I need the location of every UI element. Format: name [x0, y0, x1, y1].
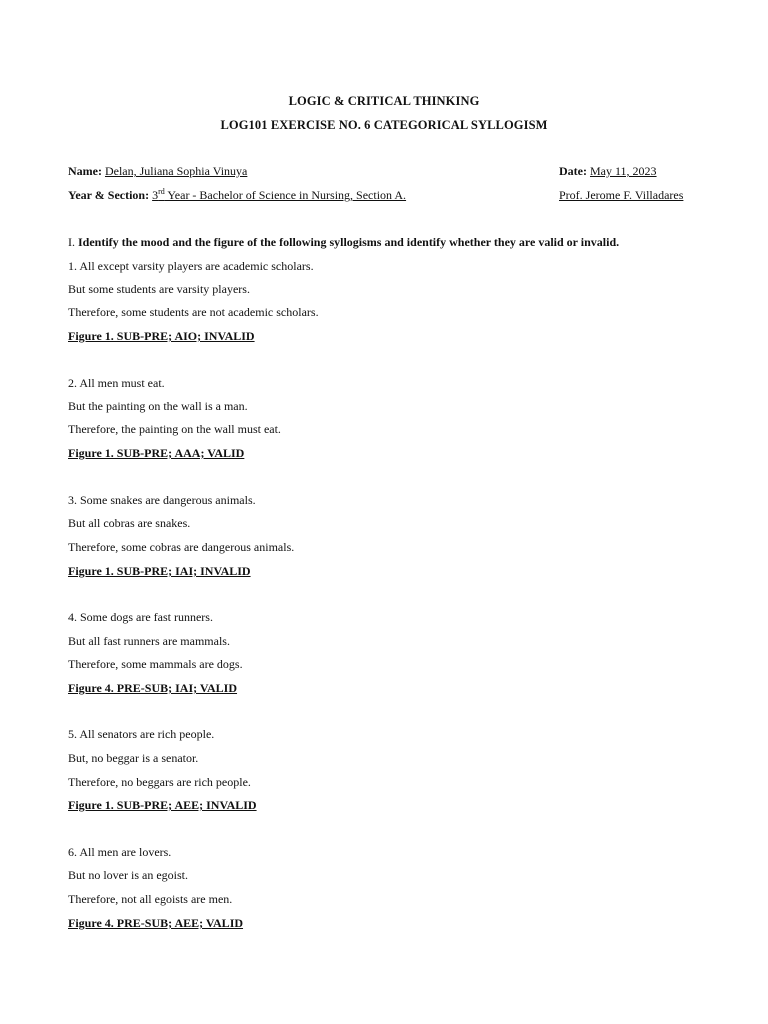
name-value: Delan, Juliana Sophia Vinuya: [104, 164, 248, 178]
item-3-premise-1: 3. Some snakes are dangerous animals.: [68, 493, 256, 507]
year-suffix: rd: [158, 187, 165, 196]
item-2-premise-2: But the painting on the wall is a man.: [68, 399, 248, 413]
instruction-text: Identify the mood and the figure of the following syllogisms and identify whether they are valid or invalid.: [78, 235, 620, 249]
item-1-premise-2: But some students are varsity players.: [68, 282, 250, 296]
item-4-premise-1: 4. Some dogs are fast runners.: [68, 610, 213, 624]
date-label: Date:: [559, 164, 587, 178]
item-6-answer: Figure 4. PRE-SUB; AEE; VALID: [68, 916, 244, 930]
instruction-numeral: I.: [68, 235, 78, 249]
item-4-answer: Figure 4. PRE-SUB; IAI; VALID: [68, 681, 238, 695]
item-2-premise-1: 2. All men must eat.: [68, 376, 165, 390]
year-number: 3: [152, 188, 159, 202]
item-1-conclusion: Therefore, some students are not academic scholars.: [68, 305, 319, 319]
item-1-answer: Figure 1. SUB-PRE; AIO; INVALID: [68, 329, 255, 343]
date-row: [559, 164, 657, 179]
item-6-premise-2: But no lover is an egoist.: [68, 868, 188, 882]
item-6-premise-1: 6. All men are lovers.: [68, 845, 172, 859]
item-3-premise-2: But all cobras are snakes.: [68, 516, 191, 530]
item-3-conclusion: Therefore, some cobras are dangerous animals.: [68, 540, 295, 554]
instruction: [68, 235, 619, 250]
item-6-conclusion: Therefore, not all egoists are men.: [68, 892, 233, 906]
item-5-premise-2: But, no beggar is a senator.: [68, 751, 199, 765]
year-section-label: Year & Section:: [68, 188, 150, 202]
year-section-value: [152, 188, 406, 202]
item-4-conclusion: Therefore, some mammals are dogs.: [68, 657, 243, 671]
item-3-answer: Figure 1. SUB-PRE; IAI; INVALID: [68, 564, 251, 578]
course-title: LOGIC & CRITICAL THINKING: [288, 94, 480, 108]
name-label: Name:: [68, 164, 102, 178]
item-2-conclusion: Therefore, the painting on the wall must eat.: [68, 422, 281, 436]
item-5-premise-1: 5. All senators are rich people.: [68, 727, 215, 741]
item-5-answer: Figure 1. SUB-PRE; AEE; INVALID: [68, 798, 257, 812]
year-program: Year - Bachelor of Science in Nursing, Section A.: [164, 188, 407, 202]
professor-name: Prof. Jerome F. Villadares: [559, 188, 684, 202]
date-value: May 11, 2023: [589, 164, 657, 178]
year-section-row: [68, 188, 406, 203]
item-1-premise-1: 1. All except varsity players are academic scholars.: [68, 259, 314, 273]
item-4-premise-2: But all fast runners are mammals.: [68, 634, 230, 648]
item-5-conclusion: Therefore, no beggars are rich people.: [68, 775, 251, 789]
exercise-title: LOG101 EXERCISE NO. 6 CATEGORICAL SYLLOGISM: [220, 118, 548, 132]
name-row: [68, 164, 247, 179]
item-2-answer: Figure 1. SUB-PRE; AAA; VALID: [68, 446, 245, 460]
